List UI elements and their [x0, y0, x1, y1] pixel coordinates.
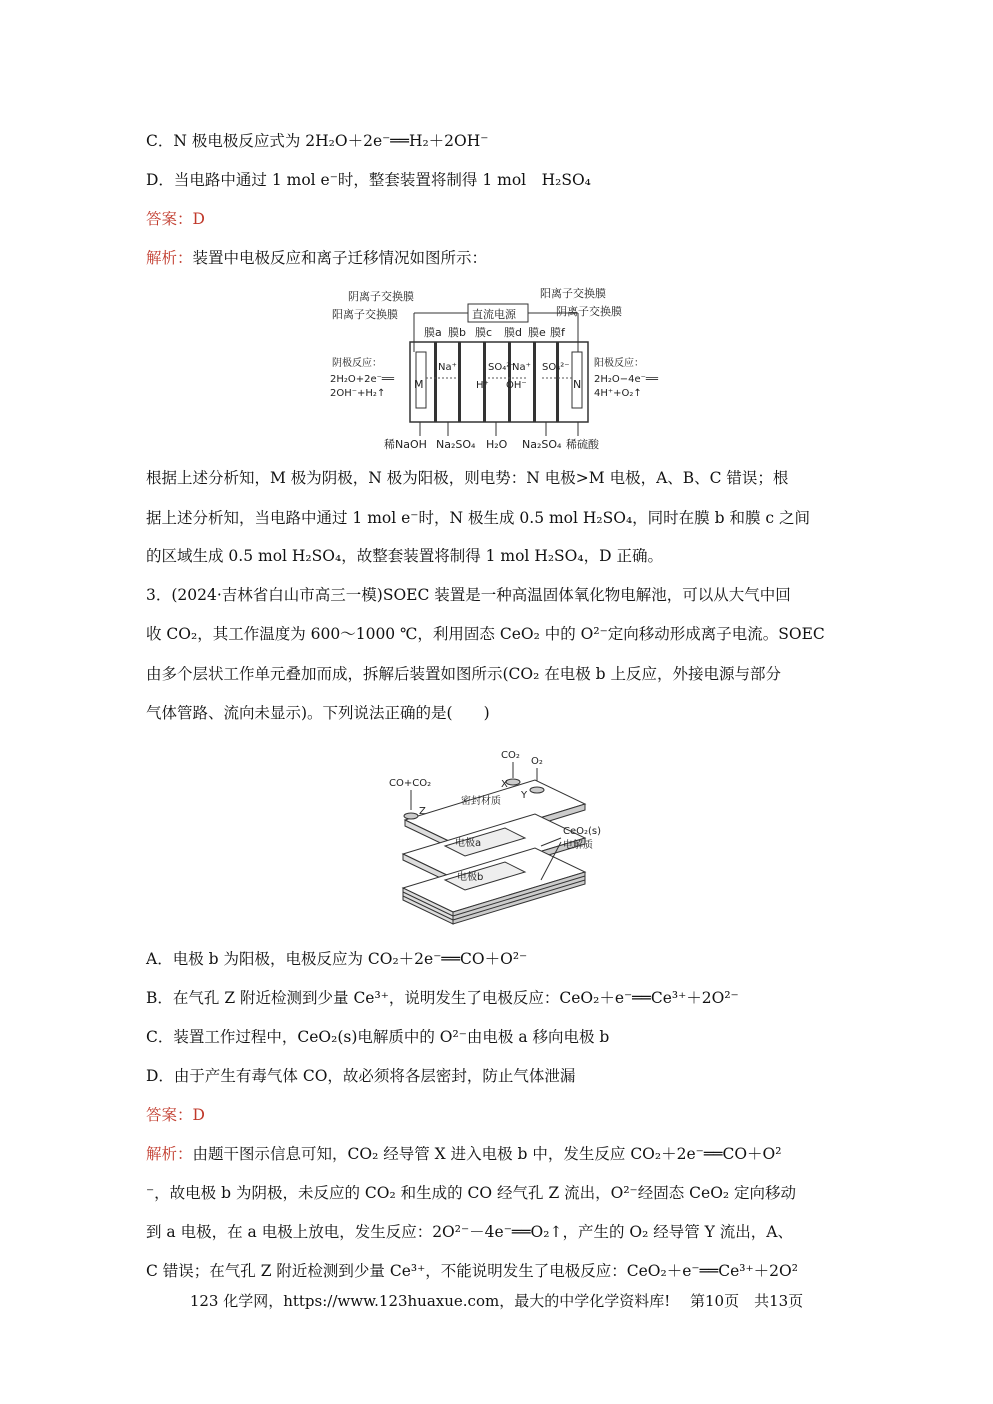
question-stem: 由多个层状工作单元叠加而成，拆解后装置如图所示(CO₂ 在电极 b 上反应，外接电源与部分 [146, 665, 782, 683]
fig1-label: 阳离子交换膜 [332, 308, 398, 321]
cathode-eq: 2H₂O+2e⁻══ [330, 374, 394, 385]
membrane-c-label: 膜c [475, 326, 493, 339]
hole-y-label: Y [521, 790, 528, 801]
question-stem: 3．(2024·吉林省白山市高三一模)SOEC 装置是一种高温固体氧化物电解池，可以从大气中回 [146, 586, 791, 604]
electrode-a-label: 电极a [455, 838, 482, 849]
option-b: B．在气孔 Z 附近检测到少量 Ce³⁺，说明发生了电极反应：CeO₂＋e⁻══Ce³⁺＋2O²⁻ [146, 989, 739, 1007]
inlet-label: 稀NaOH [384, 438, 427, 451]
explanation-line [146, 1144, 781, 1164]
option-c: C．N 极电极反应式为 2H₂O＋2e⁻══H₂＋2OH⁻ [146, 132, 489, 150]
inlet-label: Na₂SO₄ [436, 438, 476, 451]
electrode-n-label: N [573, 378, 582, 391]
anode-eq: 4H⁺+O₂↑ [594, 388, 642, 399]
fig1-label: 阴离子交换膜 [348, 290, 414, 303]
anode-label: 阳极反应： [594, 358, 644, 369]
ion-label: Na⁺ [438, 362, 457, 373]
seal-label: 密封材质 [461, 796, 501, 807]
power-source-label: 直流电源 [472, 308, 516, 321]
option-a: A．电极 b 为阳极，电极反应为 CO₂＋2e⁻══CO＋O²⁻ [146, 950, 528, 968]
question-stem: 气体管路、流向未显示)。下列说法正确的是( ) [146, 704, 490, 722]
inlet-label: H₂O [486, 438, 508, 451]
explanation-line: C 错误；在气孔 Z 附近检测到少量 Ce³⁺，不能说明发生了电极反应：CeO₂＋e⁻══Ce³⁺＋2O² [146, 1262, 798, 1280]
hole-z-label: Z [419, 806, 426, 817]
fig1-label: 阴离子交换膜 [556, 305, 622, 318]
electrode-b-label: 电极b [457, 872, 484, 883]
ion-label: SO₄²⁻ [542, 362, 570, 373]
fig2-label: CO₂ [501, 750, 520, 761]
option-d: D．当电路中通过 1 mol e⁻时，整套装置将制得 1 mol H₂SO₄ [146, 171, 591, 189]
fig2-label: O₂ [531, 756, 543, 767]
cathode-label: 阴极反应： [332, 358, 382, 369]
anode-eq: 2H₂O−4e⁻══ [594, 374, 658, 385]
ion-label: H⁺ [476, 380, 489, 391]
conclusion-line: 根据上述分析知，M 极为阴极，N 极为阳极，则电势：N 电极>M 电极，A、B、C 错误；根 [146, 469, 789, 487]
soec-stack-diagram [385, 742, 625, 927]
explanation-text: 装置中电极反应和离子迁移情况如图所示： [192, 249, 488, 267]
option-c: C．装置工作过程中，CeO₂(s)电解质中的 O²⁻由电极 a 移向电极 b [146, 1028, 610, 1046]
membrane-a-label: 膜a [424, 326, 442, 339]
ion-label: OH⁻ [506, 380, 527, 391]
question-stem: 收 CO₂，其工作温度为 600～1000 ℃，利用固态 CeO₂ 中的 O²⁻定向移动形成离子电流。SOEC [146, 625, 825, 643]
electrode-m-label: M [414, 378, 424, 391]
fig2-label: 电解质 [563, 840, 593, 851]
answer-label: 答案：D [146, 210, 205, 228]
electrolysis-diagram [328, 282, 668, 452]
inlet-label: Na₂SO₄ [522, 438, 562, 451]
cathode-eq: 2OH⁻+H₂↑ [330, 388, 386, 399]
ion-label: SO₄²⁻ [488, 362, 516, 373]
answer-label: 答案：D [146, 1106, 205, 1124]
fig1-label: 阳离子交换膜 [540, 287, 606, 300]
hole-x-label: X [501, 779, 508, 790]
membrane-d-label: 膜d [504, 326, 522, 339]
membrane-f-label: 膜f [550, 326, 565, 339]
conclusion-line: 的区域生成 0.5 mol H₂SO₄，故整套装置将制得 1 mol H₂SO₄，D 正确。 [146, 547, 663, 565]
fig2-label: CO+CO₂ [389, 778, 432, 789]
fig2-label: CeO₂(s) [563, 826, 602, 837]
ion-label: Na⁺ [512, 362, 531, 373]
membrane-e-label: 膜e [528, 326, 546, 339]
explanation-text: 由题干图示信息可知，CO₂ 经导管 X 进入电极 b 中，发生反应 CO₂＋2e⁻══CO＋O² [192, 1145, 782, 1163]
page-footer: 123 化学网，https://www.123huaxue.com，最大的中学化学资料库! 第10页 共13页 [189, 1292, 804, 1310]
explanation-label: 解析： [146, 1145, 193, 1163]
inlet-label: 稀硫酸 [566, 438, 599, 451]
option-d: D．由于产生有毒气体 CO，故必须将各层密封，防止气体泄漏 [146, 1067, 576, 1085]
membrane-b-label: 膜b [448, 326, 466, 339]
explanation-line: ⁻，故电极 b 为阴极，未反应的 CO₂ 和生成的 CO 经气孔 Z 流出，O²⁻经固态 CeO₂ 定向移动 [146, 1184, 797, 1202]
explanation-intro [146, 248, 487, 268]
explanation-label: 解析： [146, 249, 193, 267]
explanation-line: 到 a 电极，在 a 电极上放电，发生反应：2O²⁻－4e⁻══O₂↑，产生的 O₂ 经导管 Y 流出，A、 [146, 1223, 793, 1241]
conclusion-line: 据上述分析知，当电路中通过 1 mol e⁻时，N 极生成 0.5 mol H₂SO₄，同时在膜 b 和膜 c 之间 [146, 509, 810, 527]
